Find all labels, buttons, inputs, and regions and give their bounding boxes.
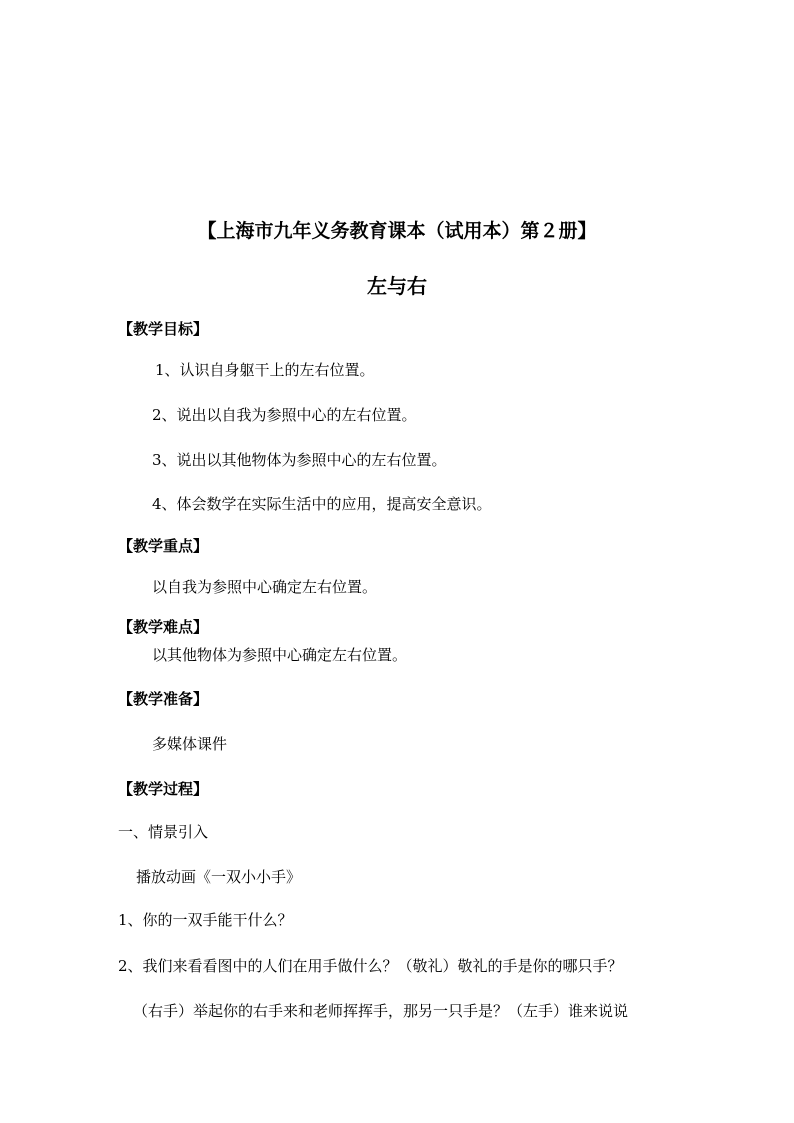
lesson-title: 左与右 (367, 274, 427, 298)
objective-item-4: 4、体会数学在实际生活中的应用，提高安全意识。 (152, 495, 492, 513)
objectives-heading: 【教学目标】 (118, 320, 209, 338)
difficulty-heading: 【教学难点】 (118, 618, 209, 636)
process-section-1: 一、情景引入 (118, 823, 209, 841)
document-title: 【上海市九年义务教育课本（试用本）第２册】 (197, 220, 597, 242)
key-point-heading: 【教学重点】 (118, 537, 209, 555)
objective-item-1: 1、认识自身躯干上的左右位置。 (155, 361, 375, 379)
process-heading: 【教学过程】 (118, 780, 209, 798)
process-line-1: 播放动画《一双小小手》 (136, 868, 302, 886)
question-2: 2、我们来看看图中的人们在用手做什么？（敬礼）敬礼的手是你的哪只手？ (118, 957, 623, 975)
objective-item-2: 2、说出以自我为参照中心的左右位置。 (152, 406, 417, 424)
difficulty-text: 以其他物体为参照中心确定左右位置。 (152, 646, 408, 664)
preparation-text: 多媒体课件 (152, 735, 228, 753)
preparation-heading: 【教学准备】 (118, 690, 209, 708)
question-2-continued: （右手）举起你的右手来和老师挥挥手，那另一只手是？（左手）谁来说说 (133, 1002, 629, 1020)
question-1: 1、你的一双手能干什么？ (118, 911, 293, 929)
key-point-text: 以自我为参照中心确定左右位置。 (152, 578, 378, 596)
objective-item-3: 3、说出以其他物体为参照中心的左右位置。 (152, 451, 447, 469)
